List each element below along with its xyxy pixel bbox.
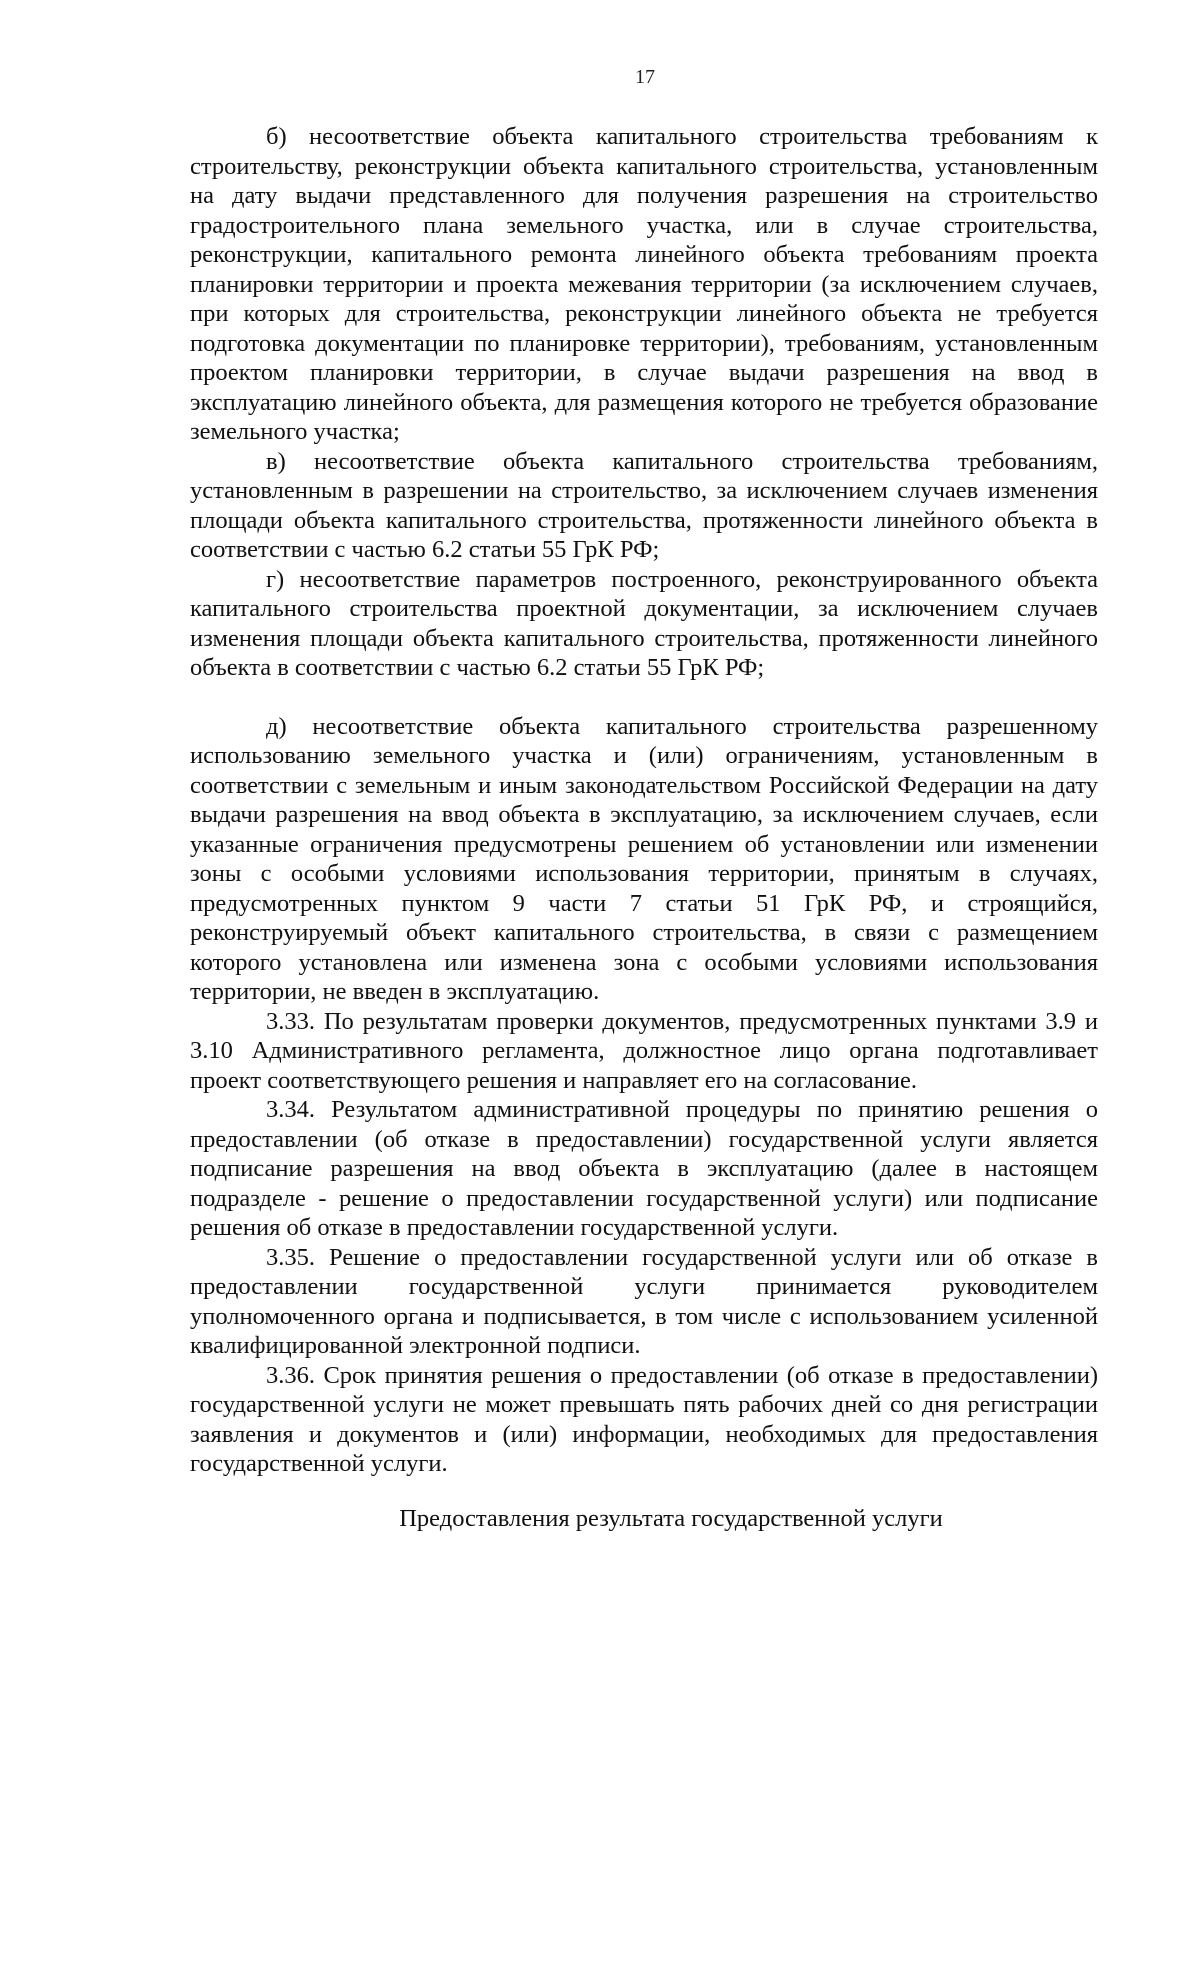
paragraph-3-35: 3.35. Решение о предоставлении государственной услуги или об отказе в предоставлении государственной услуги принимается руководителем уполномоченного органа и подписывается, в том числе с использованием усиленной квалифицированной электронной подписи. [190, 1243, 1098, 1359]
paragraph-b: б) несоответствие объекта капитального строительства требованиям к строительству, реконструкции объекта капитального строительства, установленным на дату выдачи представленного для получения разрешения на строительство градостроительного плана земельного участка, или в случае строительства, реконструкции, капитального ремонта линейного объекта требованиям проекта планировки территории и проекта межевания территории (за исключением случаев, при которых для строительства, реконструкции линейного объекта не требуется подготовка документации по планировке территории), требованиям, установленным проектом планировки территории, в случае выдачи разрешения на ввод в эксплуатацию линейного объекта, для размещения которого не требуется образование земельного участка; [190, 123, 1098, 445]
paragraph-3-36: 3.36. Срок принятия решения о предоставлении (об отказе в предоставлении) государственной услуги не может превышать пять рабочих дней со дня регистрации заявления и документов и (или) информации, необходимых для предоставления государственной услуги. [190, 1361, 1098, 1477]
paragraph-3-34: 3.34. Результатом административной процедуры по принятию решения о предоставлении (об отказе в предоставлении) государственной услуги является подписание разрешения на ввод объекта в эксплуатацию (далее в настоящем подразделе - решение о предоставлении государственной услуги) или подписание решения об отказе в предоставлении государственной услуги. [190, 1096, 1098, 1241]
paragraph-d: д) несоответствие объекта капитального строительства разрешенному использованию земельного участка и (или) ограничениям, установленным в соответствии с земельным и иным законодательством Российской Федерации на дату выдачи разрешения на ввод объекта в эксплуатацию, за исключением случаев, если указанные ограничения предусмотрены решением об установлении или изменении зоны с особыми условиями использования территории, принятым в случаях, предусмотренных пунктом 9 части 7 статьи 51 ГрК РФ, и строящийся, реконструируемый объект капитального строительства, в связи с размещением которого установлена или изменена зона с особыми условиями использования территории, не введен в эксплуатацию. [190, 712, 1098, 1005]
paragraph-3-33: 3.33. По результатам проверки документов, предусмотренных пунктами 3.9 и 3.10 Административного регламента, должностное лицо органа подготавливает проект соответствующего решения и направляет его на согласование. [190, 1007, 1098, 1094]
paragraph-g: г) несоответствие параметров построенного, реконструированного объекта капитального строительства проектной документации, за исключением случаев изменения площади объекта капитального строительства, протяженности линейного объекта в соответствии с частью 6.2 статьи 55 ГрК РФ; [190, 565, 1098, 681]
page-number: 17 [635, 66, 655, 88]
section-heading: Предоставления результата государственной услуги [399, 1505, 943, 1532]
document-body [190, 122, 1098, 1479]
paragraph-v: в) несоответствие объекта капитального строительства требованиям, установленным в разрешении на строительство, за исключением случаев изменения площади объекта капитального строительства, протяженности линейного объекта в соответствии с частью 6.2 статьи 55 ГрК РФ; [190, 447, 1098, 563]
